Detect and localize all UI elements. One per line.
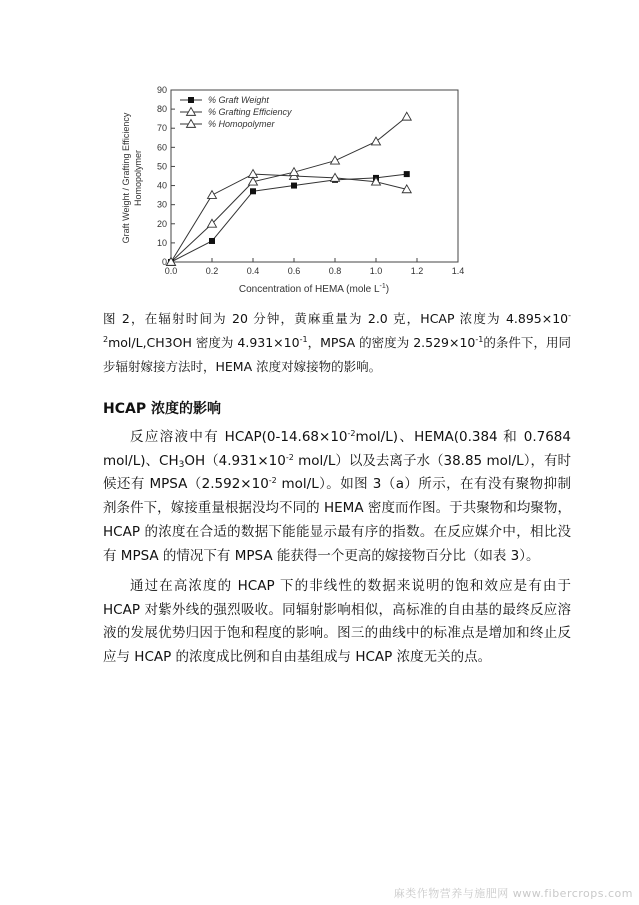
legend-entry: % Grafting Efficiency <box>208 107 292 117</box>
x-axis <box>165 258 465 276</box>
legend-marker <box>187 120 196 128</box>
series-markers <box>167 112 412 265</box>
y-axis <box>157 85 175 267</box>
data-point-series-1 <box>209 238 215 244</box>
data-point-series-3 <box>372 137 381 145</box>
y-tick-label: 30 <box>156 199 167 210</box>
legend-entry: % Graft Weight <box>208 95 269 105</box>
y-tick-label: 0 <box>161 257 167 267</box>
figure-caption: 图 2，在辐射时间为 20 分钟，黄麻重量为 2.0 克，HCAP 浓度为 $4.895\times 10^{-2}mol/L,CH3OH$ 密度为 $4.931\times 10^{-1}$，MPSA 的密度为 $2.529\times 10^{-1}$的条件下，用同步辐射嫁接方法时，HEMA 浓度对嫁接物的影响。 <box>103 311 571 374</box>
x-tick-label: 0.2 <box>205 266 219 276</box>
series-lines <box>171 117 407 262</box>
data-point-series-2 <box>208 191 217 199</box>
y-tick-label: 70 <box>156 123 167 134</box>
x-tick-label: 1.2 <box>410 266 424 276</box>
data-point-series-1 <box>291 183 297 189</box>
chart-fig2 <box>118 78 478 300</box>
data-point-series-2 <box>249 170 258 178</box>
x-tick-label: 0.6 <box>287 266 301 276</box>
x-tick-label: 1.4 <box>451 266 465 276</box>
y-axis-label-2: Homopolymer <box>133 149 143 207</box>
y-tick-label: 40 <box>156 180 167 191</box>
series-line-2 <box>171 174 407 262</box>
legend-entry: % Homopolymer <box>208 119 275 129</box>
paragraph-1: 反应溶液中有 $HCAP(0-14.68\times 10^{-2}mol/L)$、HEMA(0.384 和 0.7684 mol/L)、$CH_3OH(4.931\times 10^{-2}$ mol/L）以及去离子水（38.85 mol/L），有时候还有 $MPSA(2.592\times 10^{-2}$ mol/L）。如图 3（a）所示，在有没有聚物抑制剂条件下，嫁接重量根据没均不同的 HEMA 密度而作图。于共聚物和均聚物，HCAP 的浓度在合适的数据下能能显示最有序的指数。在反应媒介中，相比没有 MPSA 的情况下有 MPSA 能获得一个更高的嫁接物百分比（如表 3）。 <box>103 429 571 564</box>
y-axis-label: Graft Weight / Grafting Efficiency <box>121 112 131 244</box>
y-tick-label: 20 <box>156 218 167 229</box>
x-tick-label: 0.4 <box>246 266 260 276</box>
data-point-series-3 <box>331 156 340 164</box>
y-tick-label: 80 <box>156 104 167 115</box>
legend-marker <box>187 108 196 116</box>
y-tick-label: 90 <box>156 85 167 95</box>
x-tick-label: 1.0 <box>369 266 383 276</box>
paragraph-2: 通过在高浓度的 HCAP 下的非线性的数据来说明的饱和效应是有由于 HCAP 对紫外线的强烈吸收。同辐射影响相似，高标准的自由基的最终反应溶液的发展优势归因于饱和程度的影响。图三的曲线中的标准点是增加和终止反应与 HCAP 的浓度成比例和自由基组成与 HCAP 浓度无关的点。 <box>103 578 571 666</box>
x-tick-label: 0.0 <box>164 266 178 276</box>
watermark: 麻类作物营养与施肥网 www.fibercrops.com <box>393 887 633 900</box>
legend-marker <box>188 97 194 103</box>
data-point-series-3 <box>402 112 411 120</box>
y-tick-label: 60 <box>156 142 167 153</box>
y-tick-label: 50 <box>156 161 167 172</box>
series-line-1 <box>171 174 407 262</box>
data-point-series-1 <box>404 171 410 177</box>
data-point-series-1 <box>250 188 256 194</box>
section-heading: HCAP 浓度的影响 <box>103 401 221 417</box>
chart-legend <box>180 95 292 129</box>
y-tick-label: 10 <box>156 237 167 248</box>
series-line-3 <box>171 117 407 262</box>
x-axis-label: Concentration of HEMA (mole $L^{-1}$) <box>238 283 390 295</box>
x-tick-label: 0.8 <box>328 266 342 276</box>
